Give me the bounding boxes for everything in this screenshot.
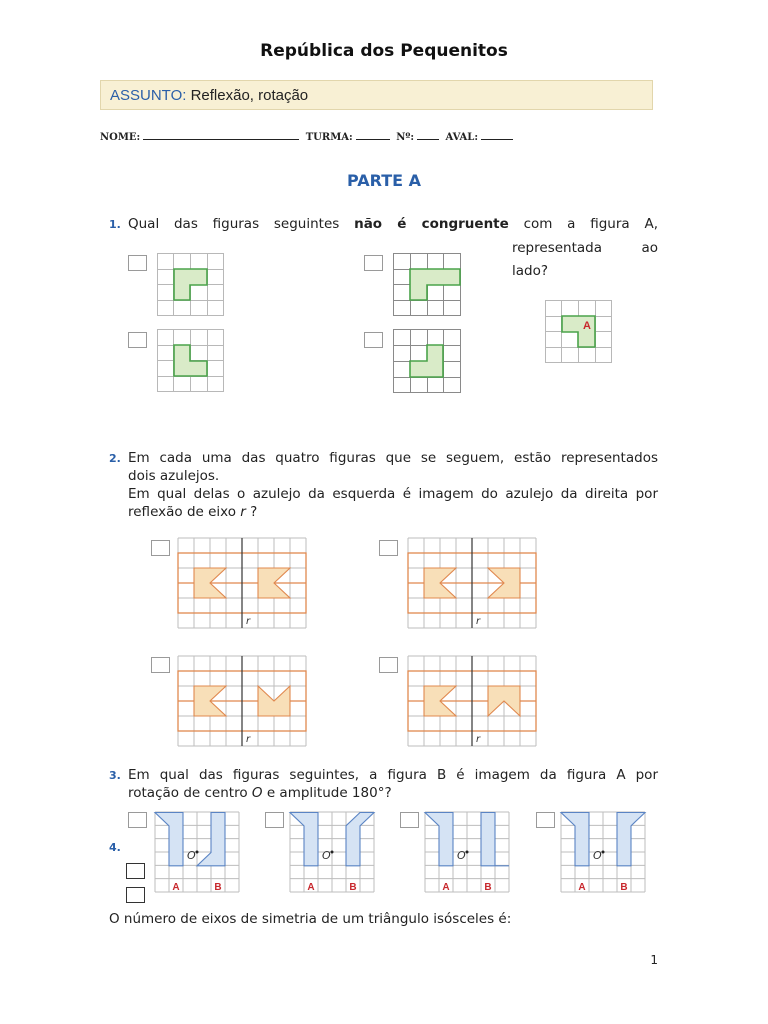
figure-a-label: A — [172, 882, 180, 893]
class-label: TURMA: — [305, 132, 353, 143]
q2-option-4-figure — [408, 656, 536, 746]
q3-option-2-checkbox[interactable] — [265, 812, 284, 828]
q1-option-4-checkbox[interactable] — [364, 332, 383, 348]
question-3-line2-start: rotação de centro — [128, 785, 248, 801]
q3-option-1-figure — [155, 812, 239, 892]
question-1-line1 — [128, 215, 658, 233]
grade-field[interactable] — [481, 131, 513, 140]
q3-option-4-checkbox[interactable] — [536, 812, 555, 828]
q1-option-4-figure — [393, 329, 461, 393]
question-2-line1: Em cada uma das quatro figuras que se seguem, estão representados — [128, 450, 658, 466]
subject-text: Reflexão, rotação — [190, 87, 309, 104]
q3-option-1-checkbox[interactable] — [128, 812, 147, 828]
figure-a-label: A — [442, 882, 450, 893]
name-label: NOME: — [100, 132, 141, 143]
question-2-line4-start: reflexão de eixo — [128, 504, 236, 520]
question-3-center-var: O — [251, 785, 263, 801]
page-number: 1 — [650, 953, 658, 967]
question-3-number: 3. — [109, 769, 121, 782]
grade-label: AVAL: — [445, 132, 479, 143]
question-1-line2: representada ao — [512, 240, 658, 256]
center-o-label: O — [322, 849, 331, 862]
question-1-number: 1. — [109, 218, 121, 231]
question-2-line2: dois azulejos. — [128, 468, 220, 484]
document-title: República dos Pequenitos — [260, 41, 508, 61]
q2-option-1-checkbox[interactable] — [151, 540, 170, 556]
q2-option-2-checkbox[interactable] — [379, 540, 398, 556]
question-2-line4-end: ? — [245, 504, 258, 520]
figure-b-label: B — [484, 882, 492, 893]
axis-r-label: r — [246, 616, 251, 627]
q3-option-4-figure — [561, 812, 645, 892]
q3-option-3-figure — [425, 812, 509, 892]
figure-b-label: B — [214, 882, 222, 893]
subject-box — [100, 80, 653, 110]
center-o-label: O — [593, 849, 602, 862]
question-1-text-bold: não é congruente — [354, 216, 509, 232]
figure-b-label: B — [620, 882, 628, 893]
figure-b-label: B — [349, 882, 357, 893]
subject-label: ASSUNTO: — [110, 87, 187, 104]
q2-option-2-figure — [408, 538, 536, 628]
question-2-axis-var: r — [240, 504, 246, 520]
axis-r-label: r — [476, 734, 481, 745]
center-o-label: O — [187, 849, 196, 862]
q2-option-3-figure — [178, 656, 306, 746]
figure-a-label: A — [578, 882, 586, 893]
question-2-number: 2. — [109, 452, 121, 465]
question-2-line3: Em qual delas o azulejo da esquerda é imagem do azulejo da direita por — [128, 486, 658, 502]
q3-option-2-figure — [290, 812, 374, 892]
figure-a-label: A — [583, 320, 591, 332]
q1-option-1-checkbox[interactable] — [128, 255, 147, 271]
number-label: Nº: — [396, 132, 415, 143]
q4-option-1-checkbox[interactable] — [126, 863, 145, 879]
q1-option-2-figure — [393, 253, 461, 316]
question-2-line4 — [128, 503, 257, 521]
question-1-text-start: Qual das figuras seguintes — [128, 216, 340, 232]
q4-option-2-checkbox[interactable] — [126, 887, 145, 903]
student-info-line — [100, 131, 516, 143]
q2-option-3-checkbox[interactable] — [151, 657, 170, 673]
question-3-line1: Em qual das figuras seguintes, a figura B é imagem da figura A por — [128, 767, 658, 783]
axis-r-label: r — [246, 734, 251, 745]
q3-option-3-checkbox[interactable] — [400, 812, 419, 828]
center-o-label: O — [457, 849, 466, 862]
q1-reference-figure-a — [545, 300, 612, 363]
question-4-text: O número de eixos de simetria de um triângulo isósceles é: — [109, 911, 512, 927]
q2-option-1-figure — [178, 538, 306, 628]
figure-a-label: A — [307, 882, 315, 893]
question-4-number: 4. — [109, 841, 121, 854]
question-3-line2 — [128, 784, 392, 802]
question-1-text-end: com a figura A, — [523, 216, 658, 232]
question-1-line3: lado? — [512, 263, 549, 279]
axis-r-label: r — [476, 616, 481, 627]
q1-option-3-checkbox[interactable] — [128, 332, 147, 348]
number-field[interactable] — [417, 131, 439, 140]
q1-option-3-figure — [157, 329, 224, 392]
q1-option-1-figure — [157, 253, 224, 316]
q2-option-4-checkbox[interactable] — [379, 657, 398, 673]
question-3-line2-end: e amplitude 180°? — [266, 785, 392, 801]
name-field[interactable] — [143, 131, 299, 140]
part-title: PARTE A — [346, 171, 422, 190]
q1-option-2-checkbox[interactable] — [364, 255, 383, 271]
class-field[interactable] — [356, 131, 390, 140]
